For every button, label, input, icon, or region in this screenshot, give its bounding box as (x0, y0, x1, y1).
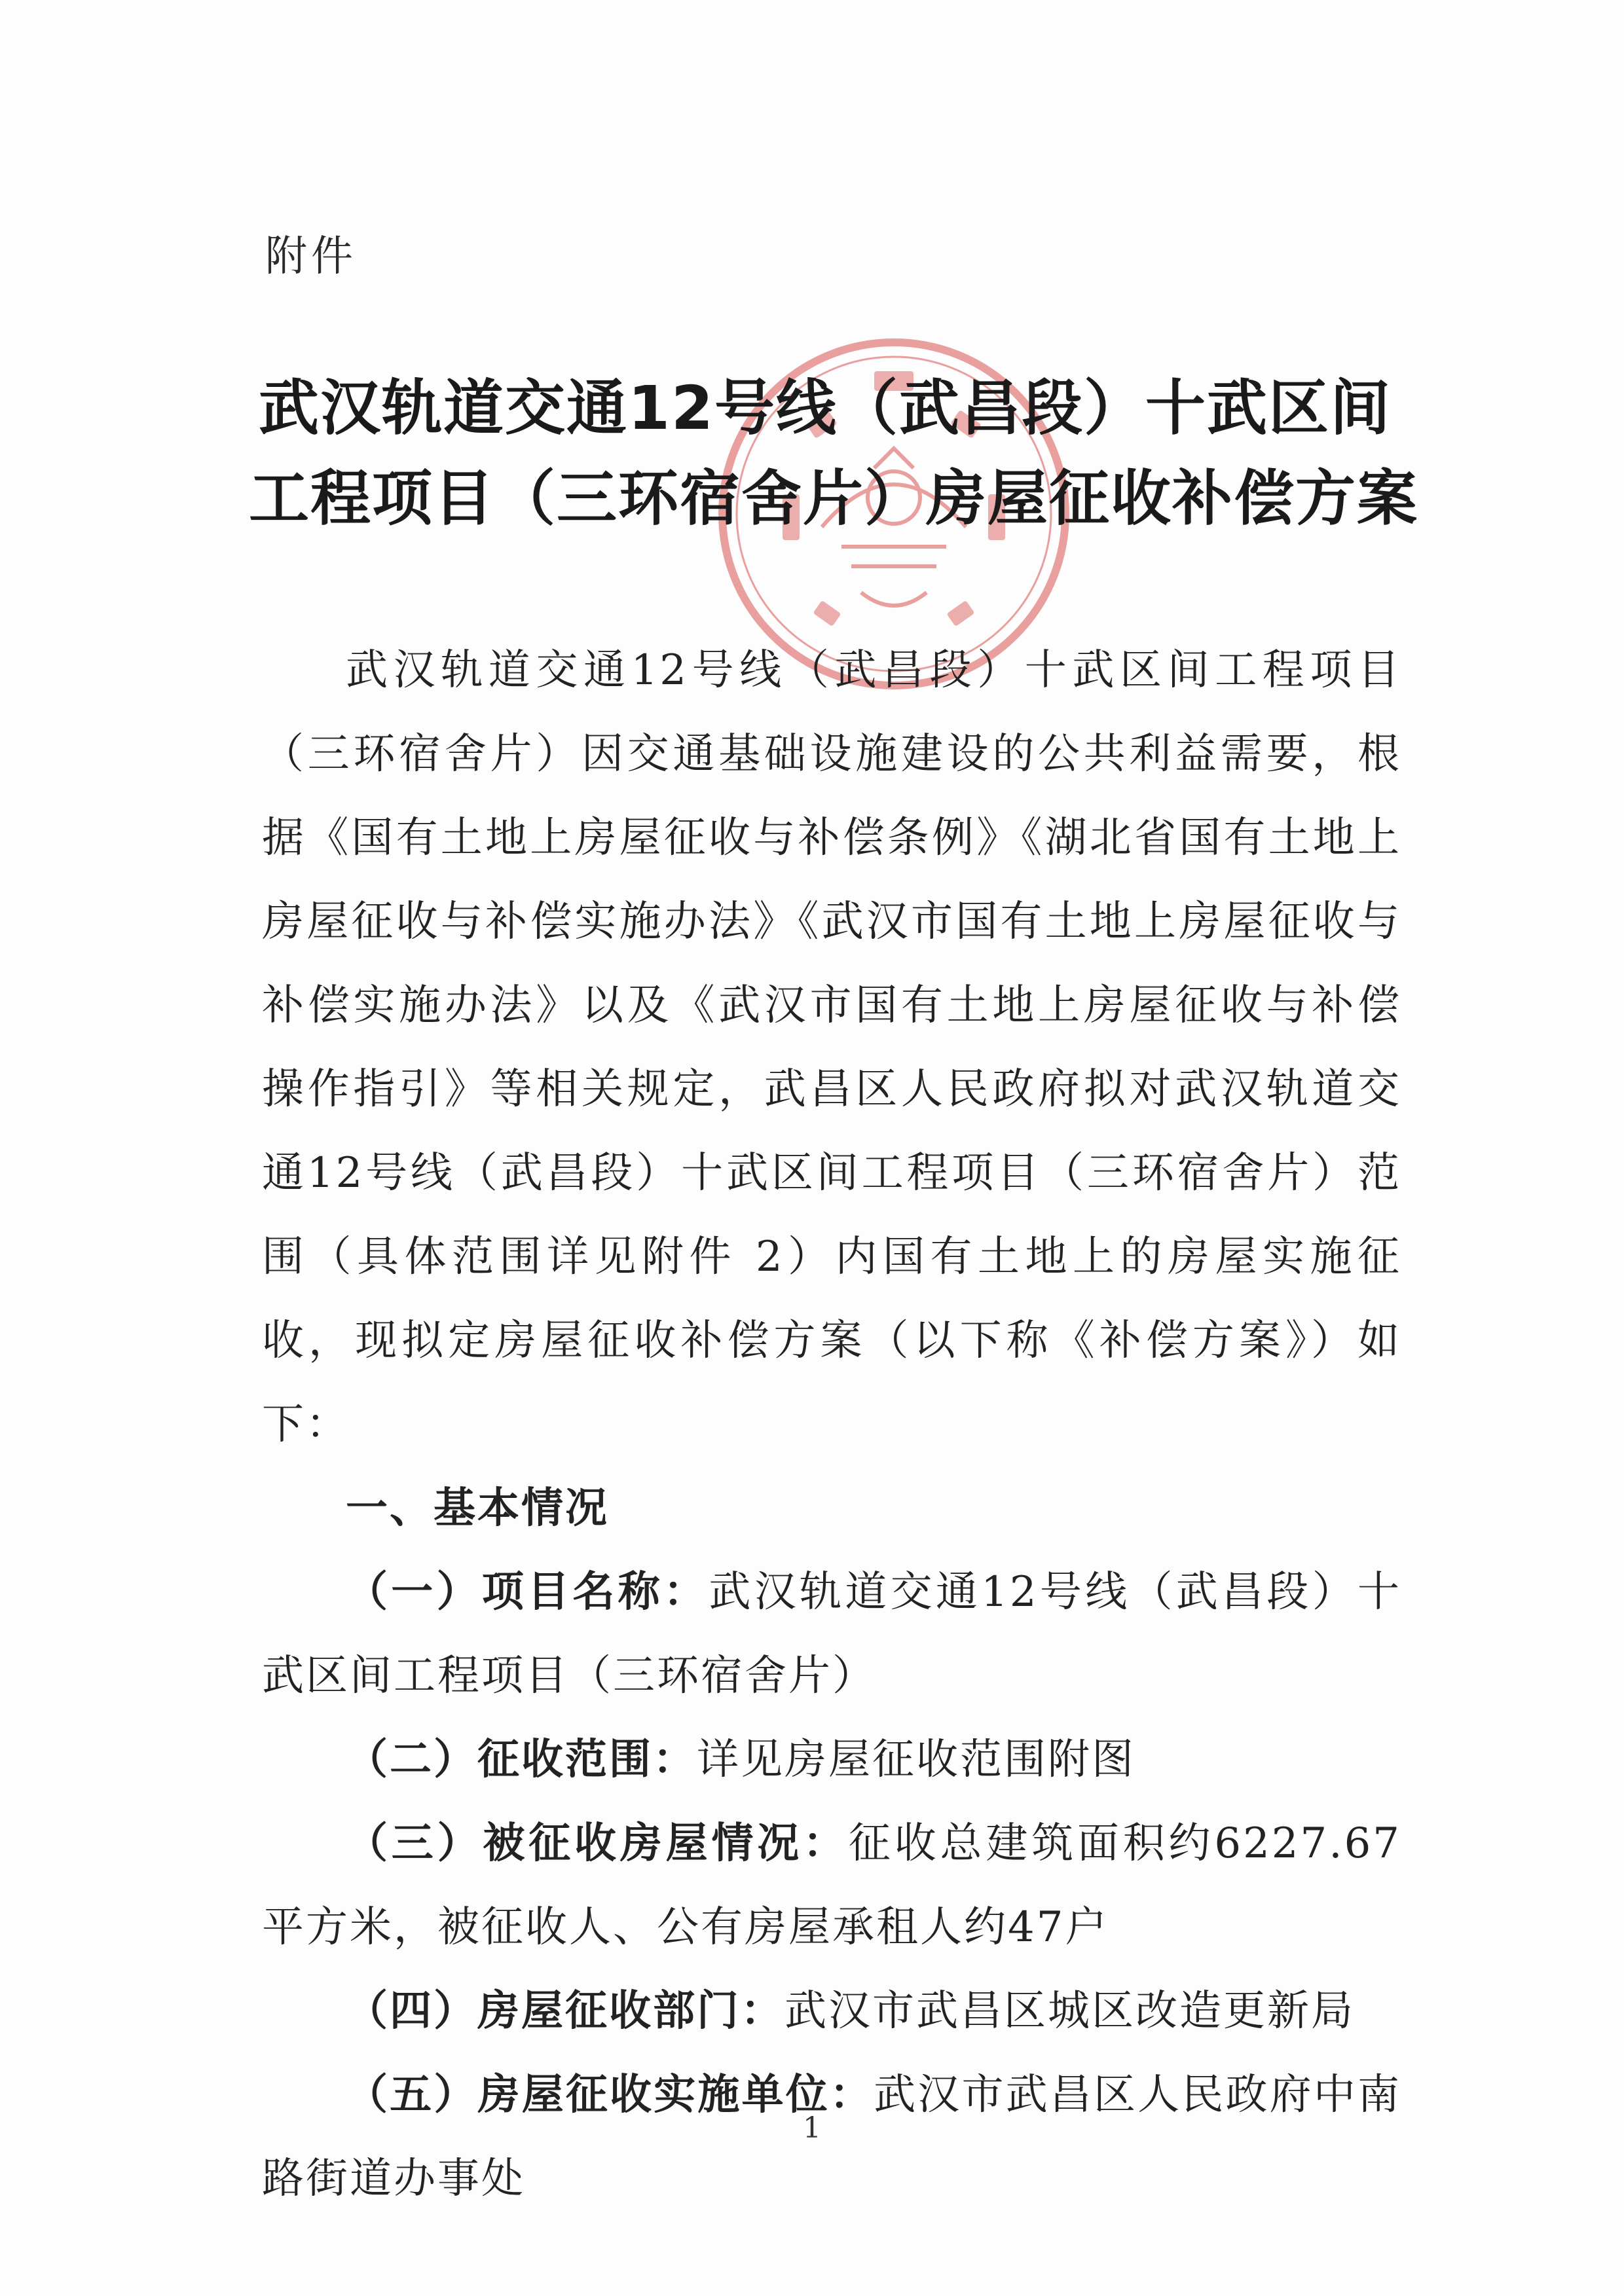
item-value: 武汉市武昌区人民政府中南路街道办事处 (262, 2071, 1402, 2203)
item-label: （四）房屋征收部门： (346, 1987, 784, 2035)
item-label: （三）被征收房屋情况： (346, 1819, 849, 1868)
item-value: 武汉轨道交通12号线（武昌段）十武区间工程项目（三环宿舍片） (262, 1568, 1402, 1700)
item-label: （二）征收范围： (346, 1736, 697, 1784)
intro-paragraph: 武汉轨道交通12号线（武昌段）十武区间工程项目（三环宿舍片）因交通基础设施建设的公共利益需要，根据《国有土地上房屋征收与补偿条例》《湖北省国有土地上房屋征收与补偿实施办法》《武汉市国有土地上房屋征收与补偿实施办法》以及《武汉市国有土地上房屋征收与补偿操作指引》等相关规定，武昌区人民政府拟对武汉轨道交通12号线（武昌段）十武区间工程项目（三环宿舍片）范围（具体范围详见附件 2）内国有土地上的房屋实施征收，现拟定房屋征收补偿方案（以下称《补偿方案》）如下： (262, 646, 1401, 1449)
item-value: 详见房屋征收范围附图 (697, 1736, 1135, 1784)
section-heading: 一、基本情况 (346, 1484, 609, 1533)
title-line-2: 工程项目（三环宿舍片）房屋征收补偿方案 (249, 464, 1419, 534)
item-value: 武汉市武昌区城区改造更新局 (784, 1987, 1355, 2035)
list-item (262, 1802, 1401, 1969)
attachment-label: 附件 (265, 232, 357, 281)
list-item (262, 1550, 1401, 1718)
item-value: 征收总建筑面积约6227.67平方米，被征收人、公有房屋承租人约47户 (262, 1819, 1402, 1952)
document-body (262, 629, 1401, 2221)
document-title (249, 363, 1419, 544)
title-line-1: 武汉轨道交通12号线（武昌段）十武区间 (258, 373, 1392, 443)
page-number: 1 (803, 2111, 821, 2145)
list-item (262, 1969, 1401, 2053)
item-label: （五）房屋征收实施单位： (346, 2071, 874, 2119)
item-label: （一）项目名称： (346, 1568, 709, 1616)
list-item (262, 1718, 1401, 1802)
